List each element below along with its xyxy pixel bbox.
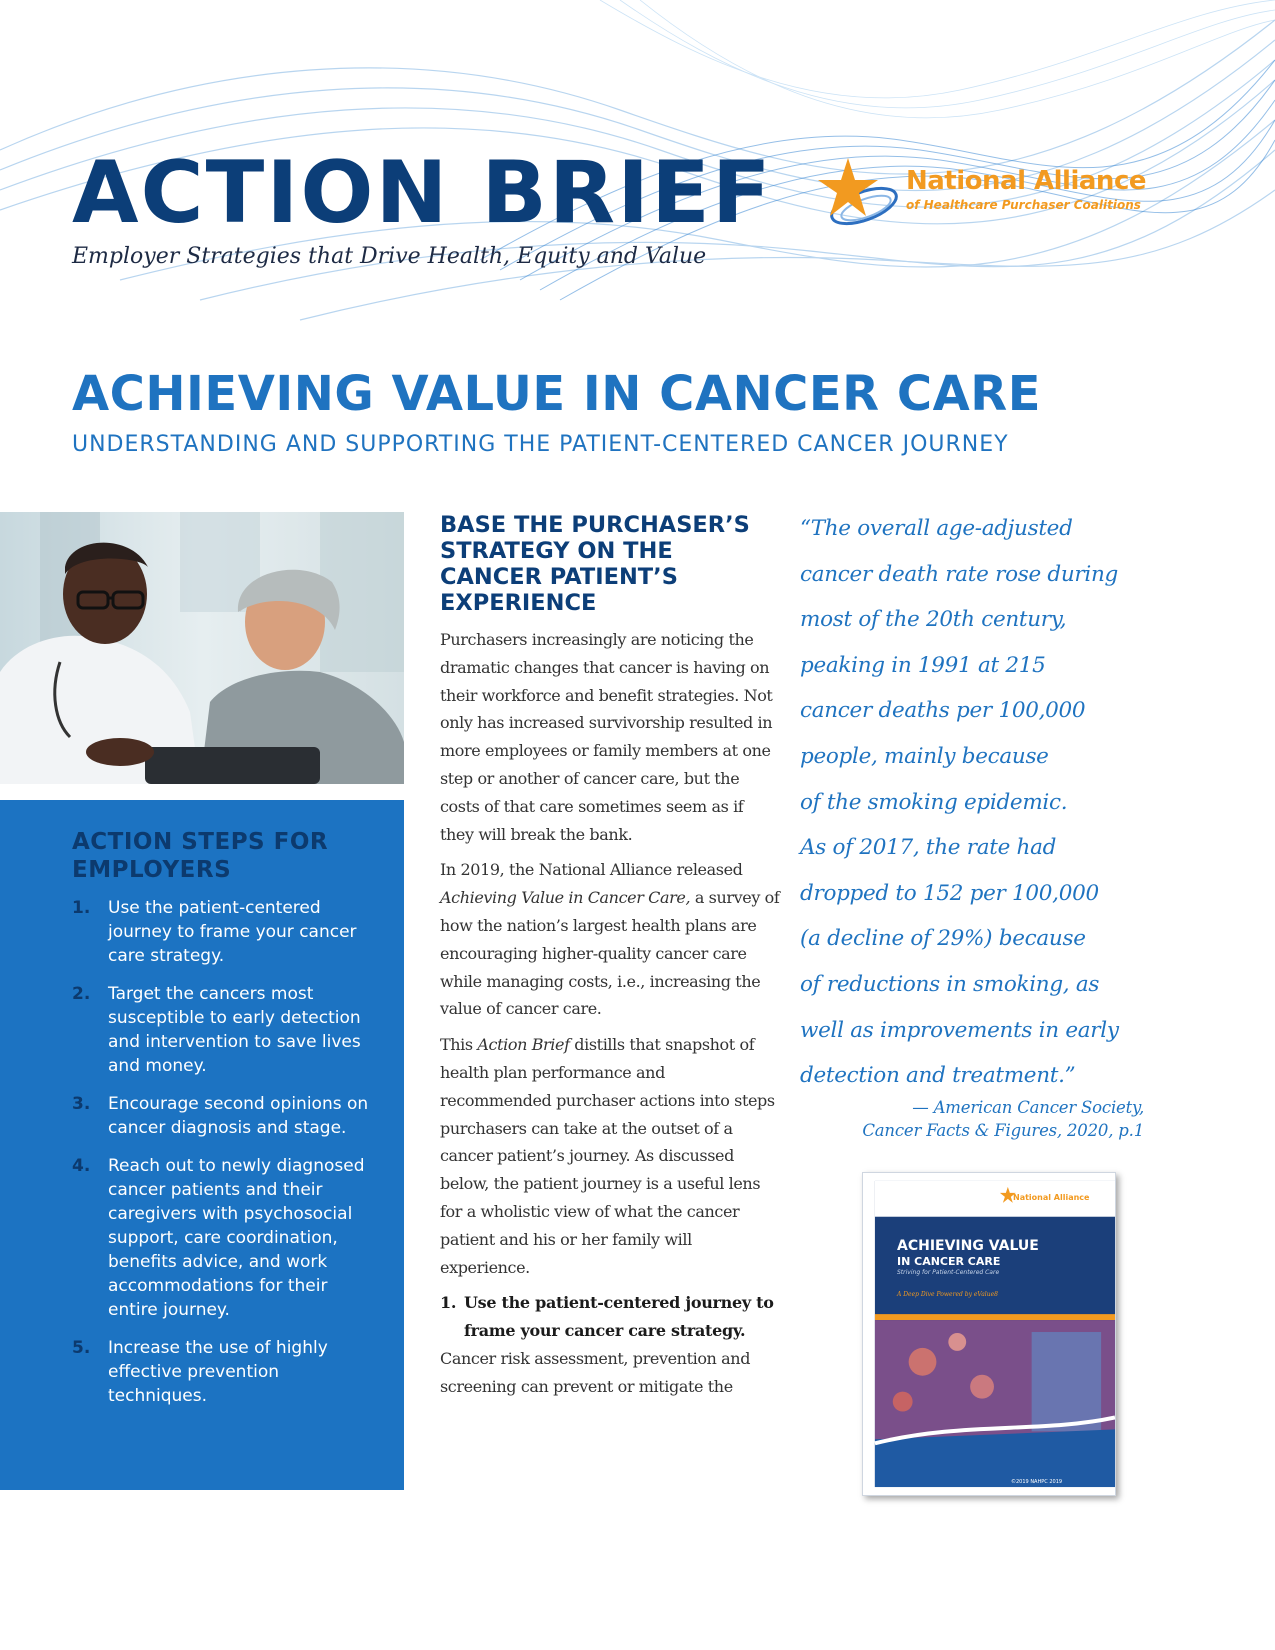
quote-line: of reductions in smoking, as	[800, 971, 1100, 997]
subheading-number: 1.	[440, 1293, 457, 1313]
attribution-source: — American Cancer Society,	[912, 1098, 1144, 1117]
action-step	[72, 982, 376, 1078]
cover-title: ACHIEVING VALUE	[897, 1238, 1039, 1254]
article-subheading	[440, 1289, 780, 1345]
report-cover-thumbnail	[862, 1172, 1116, 1496]
national-alliance-logo	[818, 156, 1198, 236]
article-paragraph-4: Cancer risk assessment, prevention and screening can prevent or mitigate the	[440, 1349, 751, 1397]
quote-line: most of the 20th century,	[800, 607, 1067, 633]
step-text: Increase the use of highly effective prevention techniques.	[108, 1338, 328, 1406]
p2-text-a: In 2019, the National Alliance released	[440, 860, 743, 880]
cover-logo: National Alliance	[1013, 1193, 1090, 1202]
action-brief-italic: Action Brief	[477, 1035, 570, 1055]
action-steps-heading: ACTION STEPS FOR EMPLOYERS	[72, 829, 329, 883]
attribution-publication: Cancer Facts & Figures, 2020, p.1	[862, 1121, 1144, 1140]
brief-subtitle: Employer Strategies that Drive Health, Equity and Value	[72, 244, 707, 269]
pull-quote	[800, 506, 1160, 1099]
logo-name: National Alliance	[906, 166, 1146, 196]
action-step	[72, 1092, 376, 1140]
quote-line: of the smoking epidemic.	[800, 789, 1068, 815]
p3-text-a: This	[440, 1035, 478, 1055]
step-number: 5.	[72, 1338, 91, 1358]
article-column	[440, 512, 780, 1409]
step-number: 2.	[72, 984, 91, 1004]
cover-footer: ©2019 NAHPC 2019	[1011, 1479, 1063, 1485]
cover-artwork	[863, 1173, 1115, 1495]
p3-text-b: distills that snapshot of health plan performance and recommended purchaser actions into steps purchasers can take at the outset of a cancer patient’s journey. As discussed below, the patient journey is a useful lens for a wholistic view of what the cancer patient and his or her family will experience.	[440, 1035, 775, 1277]
step-number: 4.	[72, 1156, 91, 1176]
quote-line: (a decline of 29%) because	[800, 926, 1086, 952]
quote-line: peaking in 1991 at 215	[800, 652, 1046, 678]
action-step	[72, 1154, 376, 1322]
page-subtitle: UNDERSTANDING AND SUPPORTING THE PATIENT-CENTERED CANCER JOURNEY	[72, 432, 1009, 457]
action-step	[72, 1336, 376, 1408]
doctor-patient-photo	[0, 512, 404, 784]
page-title: ACHIEVING VALUE IN CANCER CARE	[72, 366, 1041, 422]
step-text: Encourage second opinions on cancer diagnosis and stage.	[108, 1094, 369, 1138]
quote-line: detection and treatment.”	[800, 1063, 1076, 1089]
cover-subtitle: A Deep Dive Powered by eValue8	[897, 1291, 998, 1298]
article-paragraph-2	[440, 856, 780, 1023]
cover-title-line-2: IN CANCER CARE	[897, 1255, 1001, 1268]
article-paragraph-3	[440, 1031, 780, 1281]
report-title-italic: Achieving Value in Cancer Care,	[440, 888, 691, 908]
quote-attribution	[800, 1096, 1144, 1142]
subheading-text: Use the patient-centered journey to frame your cancer care strategy.	[464, 1293, 774, 1341]
quote-line: cancer death rate rose during	[800, 561, 1118, 587]
step-number: 1.	[72, 898, 91, 918]
star-icon	[818, 156, 900, 236]
step-text: Use the patient-centered journey to frame your cancer care strategy.	[108, 898, 357, 966]
quote-line: well as improvements in early	[800, 1017, 1119, 1043]
quote-line: “The overall age-adjusted	[800, 516, 1073, 541]
brief-title: ACTION BRIEF	[72, 143, 773, 243]
step-text: Reach out to newly diagnosed cancer patients and their caregivers with psychosocial support, care coordination, benefits advice, and work accommodations for their entire journey.	[108, 1156, 365, 1320]
article-paragraph-1: Purchasers increasingly are noticing the dramatic changes that cancer is having on their workforce and benefit strategies. Not only has increased survivorship resulted in more employees or family members at one step or another of cancer care, but the costs of that care sometimes seem as if they will break the bank.	[440, 630, 773, 844]
action-step	[72, 896, 376, 968]
quote-line: people, mainly because	[800, 743, 1049, 769]
quote-line: cancer deaths per 100,000	[800, 698, 1086, 724]
cover-tagline: Striving for Patient-Centered Care	[897, 1269, 1000, 1276]
p2-text-b: a survey of how the nation’s largest health plans are encouraging higher-quality cancer care while managing costs, i.e., increasing the value of cancer care.	[440, 888, 780, 1019]
action-steps-panel	[0, 800, 404, 1490]
quote-line: As of 2017, the rate had	[800, 835, 1057, 861]
article-heading: BASE THE PURCHASER’S STRATEGY ON THE CANCER PATIENT’S EXPERIENCE	[440, 512, 750, 616]
step-text: Target the cancers most susceptible to early detection and intervention to save lives and money.	[108, 984, 361, 1076]
logo-tagline: of Healthcare Purchaser Coalitions	[906, 198, 1141, 212]
quote-line: dropped to 152 per 100,000	[800, 880, 1099, 906]
step-number: 3.	[72, 1094, 91, 1114]
